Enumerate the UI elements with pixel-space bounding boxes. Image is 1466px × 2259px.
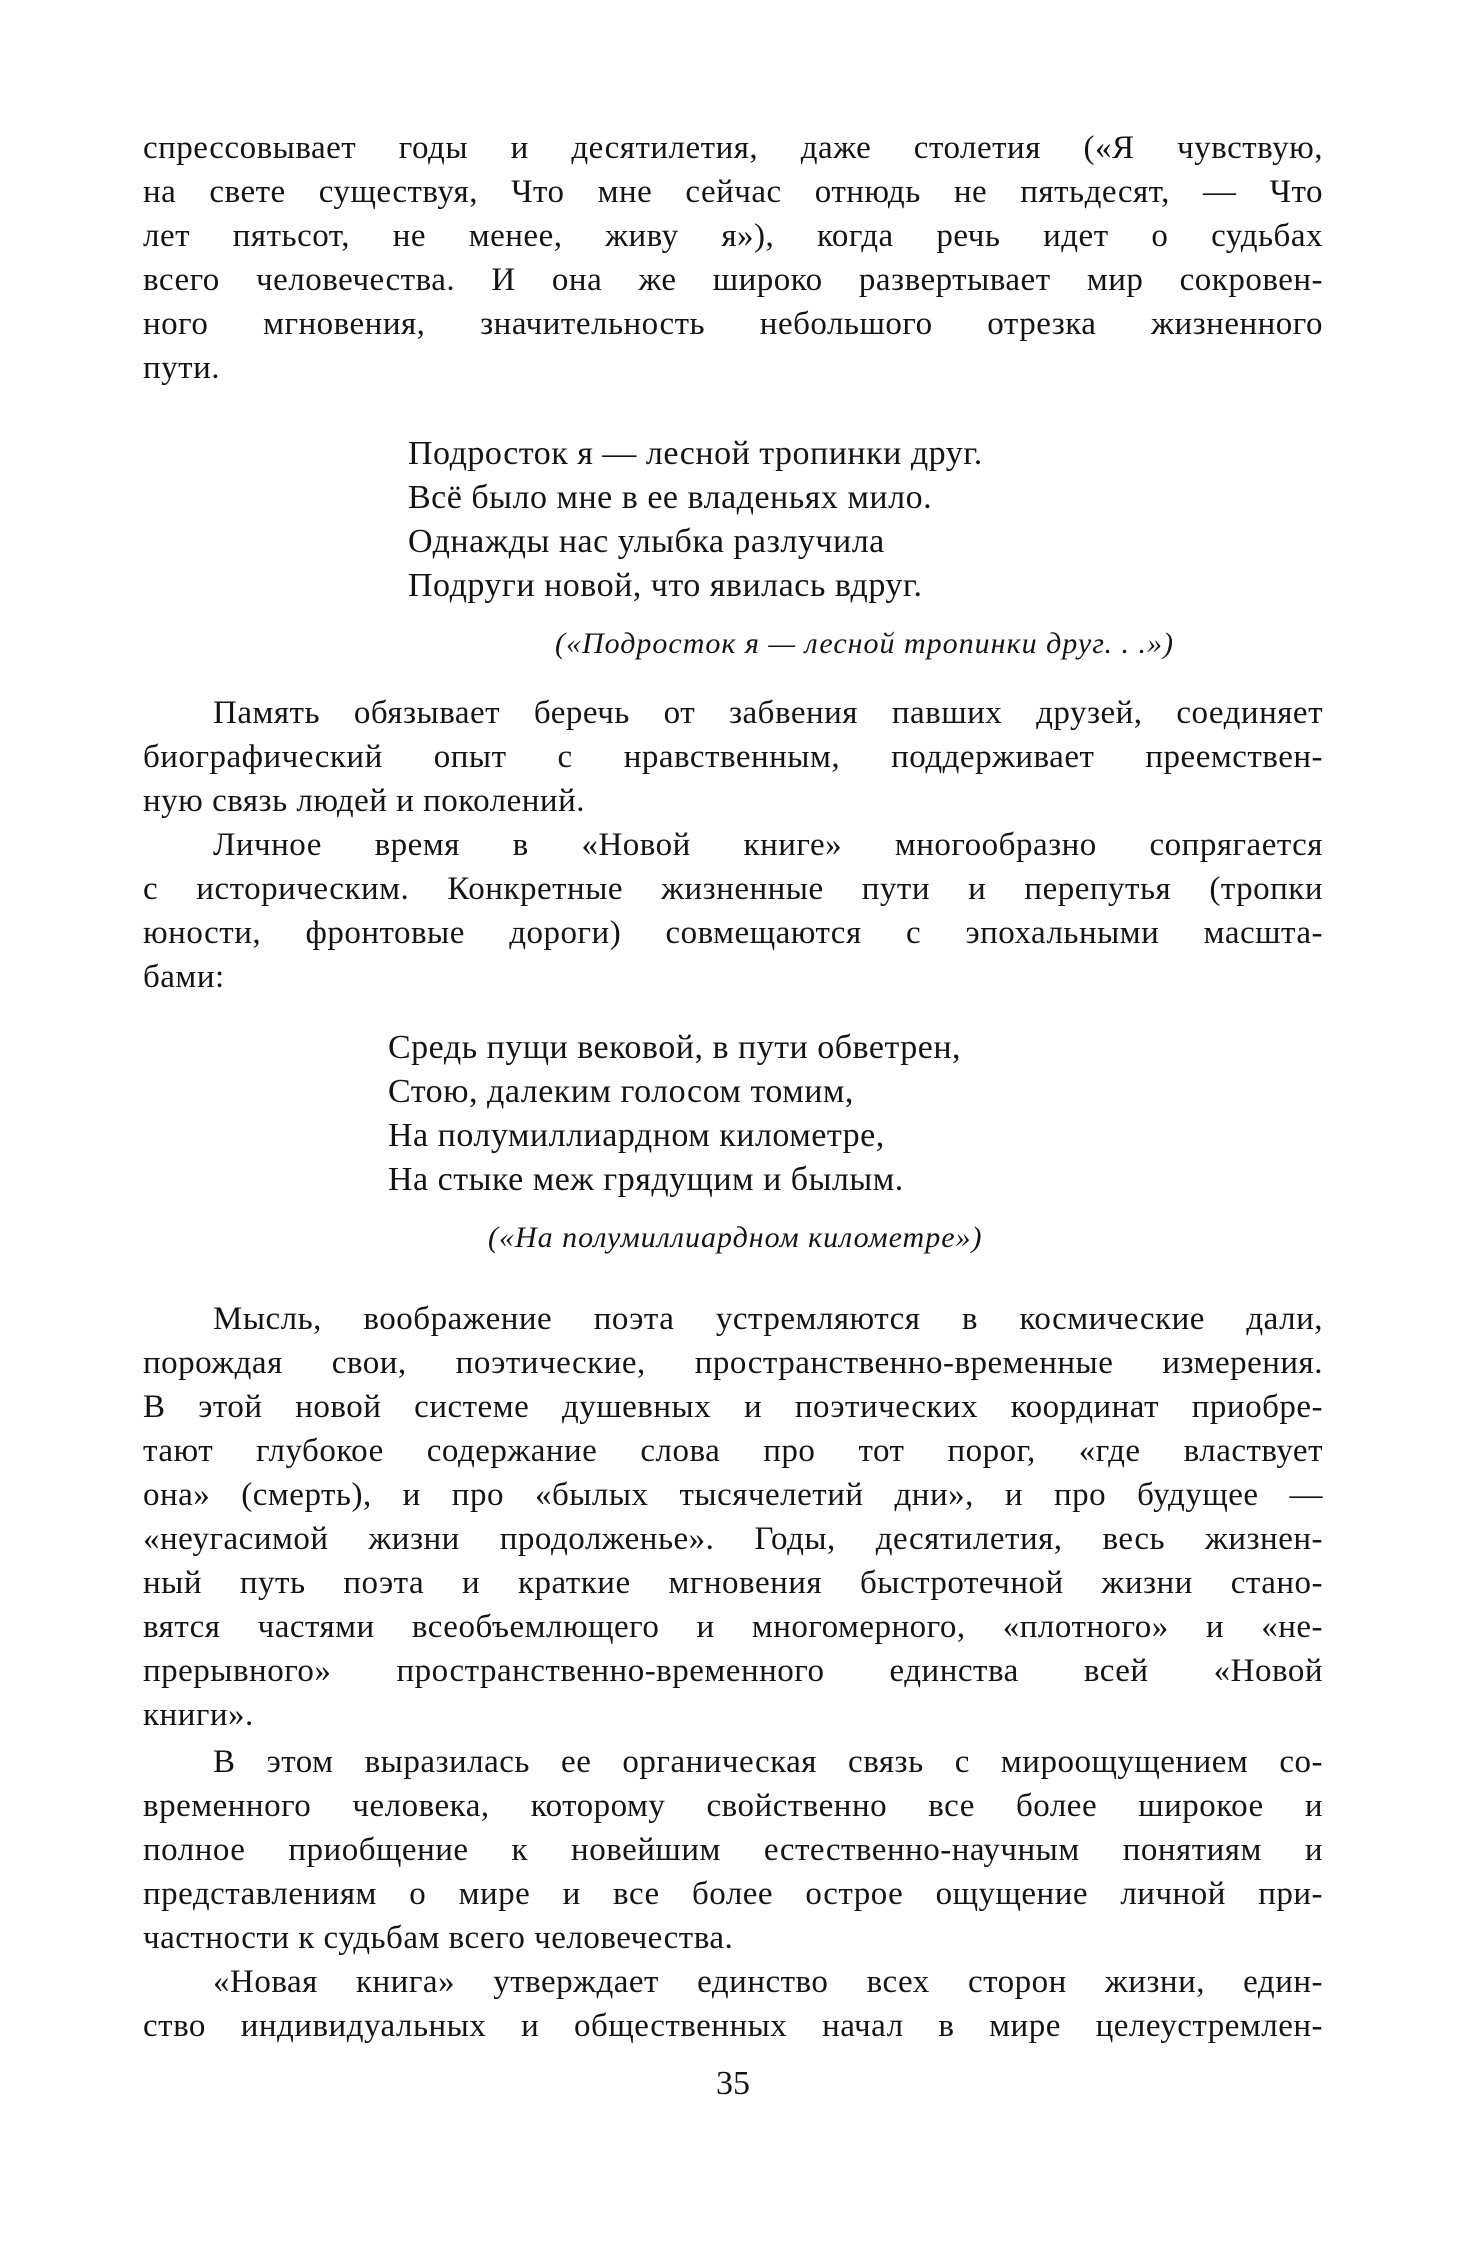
text-line: ного мгновения, значительность небольшого отрезка жизненного <box>143 306 1323 342</box>
text-line: лет пятьсот, не менее, живу я»), когда речь идет о судьбах <box>143 218 1323 254</box>
text-line: ство индивидуальных и общественных начал в мире целеустремлен- <box>143 2008 1323 2044</box>
text-line: книги». <box>143 1697 254 1733</box>
text-line: полное приобщение к новейшим естественно-научным понятиям и <box>143 1832 1323 1868</box>
verse-line: Однажды нас улыбка разлучила <box>408 523 885 560</box>
text-line: частности к судьбам всего человечества. <box>143 1920 734 1956</box>
text-line: «Новая книга» утверждает единство всех сторон жизни, един- <box>213 1964 1323 2000</box>
text-line: биографический опыт с нравственным, поддерживает преемствен- <box>143 739 1323 775</box>
text-line: всего человечества. И она же широко развертывает мир сокровен- <box>143 262 1323 298</box>
text-line: «неугасимой жизни продолженье». Годы, десятилетия, весь жизнен- <box>143 1521 1323 1557</box>
text-line: бами: <box>143 959 225 995</box>
text-line: ный путь поэта и краткие мгновения быстротечной жизни стано- <box>143 1565 1323 1601</box>
text-line: она» (смерть), и про «былых тысячелетий дни», и про будущее — <box>143 1477 1323 1513</box>
text-line: В этой новой системе душевных и поэтических координат приобре- <box>143 1389 1323 1425</box>
text-line: на свете существуя, Что мне сейчас отнюдь не пятьдесят, — Что <box>143 174 1323 210</box>
verse-line: Средь пущи вековой, в пути обветрен, <box>388 1029 962 1066</box>
verse-line: Подруги новой, что явилась вдруг. <box>408 567 923 604</box>
verse-line: На полумиллиардном километре, <box>388 1117 885 1154</box>
text-line: Личное время в «Новой книге» многообразно сопрягается <box>213 827 1323 863</box>
text-line: юности, фронтовые дороги) совмещаются с эпохальными масшта- <box>143 915 1323 951</box>
verse-source: («На полумиллиардном километре») <box>488 1221 983 1254</box>
text-line: тают глубокое содержание слова про тот порог, «где властвует <box>143 1433 1323 1469</box>
text-line: Мысль, воображение поэта устремляются в космические дали, <box>213 1301 1323 1337</box>
text-line: В этом выразилась ее органическая связь с мироощущением со- <box>213 1744 1323 1780</box>
text-line: вятся частями всеобъемлющего и многомерного, «плотного» и «не- <box>143 1609 1323 1645</box>
text-line: представлениям о мире и все более острое ощущение личной при- <box>143 1876 1323 1912</box>
text-line: Память обязывает беречь от забвения павших друзей, соединяет <box>213 695 1323 731</box>
text-line: с историческим. Конкретные жизненные пути и перепутья (тропки <box>143 871 1323 907</box>
text-line: порождая свои, поэтические, пространственно-временные измерения. <box>143 1345 1323 1381</box>
text-line: прерывного» пространственно-временного единства всей «Новой <box>143 1653 1323 1689</box>
text-line: временного человека, которому свойственно все более широкое и <box>143 1788 1323 1824</box>
verse-source: («Подросток я — лесной тропинки друг. . .») <box>555 627 1174 660</box>
text-line: спрессовывает годы и десятилетия, даже столетия («Я чувствую, <box>143 130 1323 166</box>
text-line: ную связь людей и поколений. <box>143 783 586 819</box>
verse-line: На стыке меж грядущим и былым. <box>388 1161 904 1198</box>
verse-line: Подросток я — лесной тропинки друг. <box>408 435 983 472</box>
page-number: 35 <box>716 2065 750 2102</box>
verse-line: Стою, далеким голосом томим, <box>388 1073 854 1110</box>
text-line: пути. <box>143 350 220 386</box>
verse-line: Всё было мне в ее владеньях мило. <box>408 479 933 516</box>
